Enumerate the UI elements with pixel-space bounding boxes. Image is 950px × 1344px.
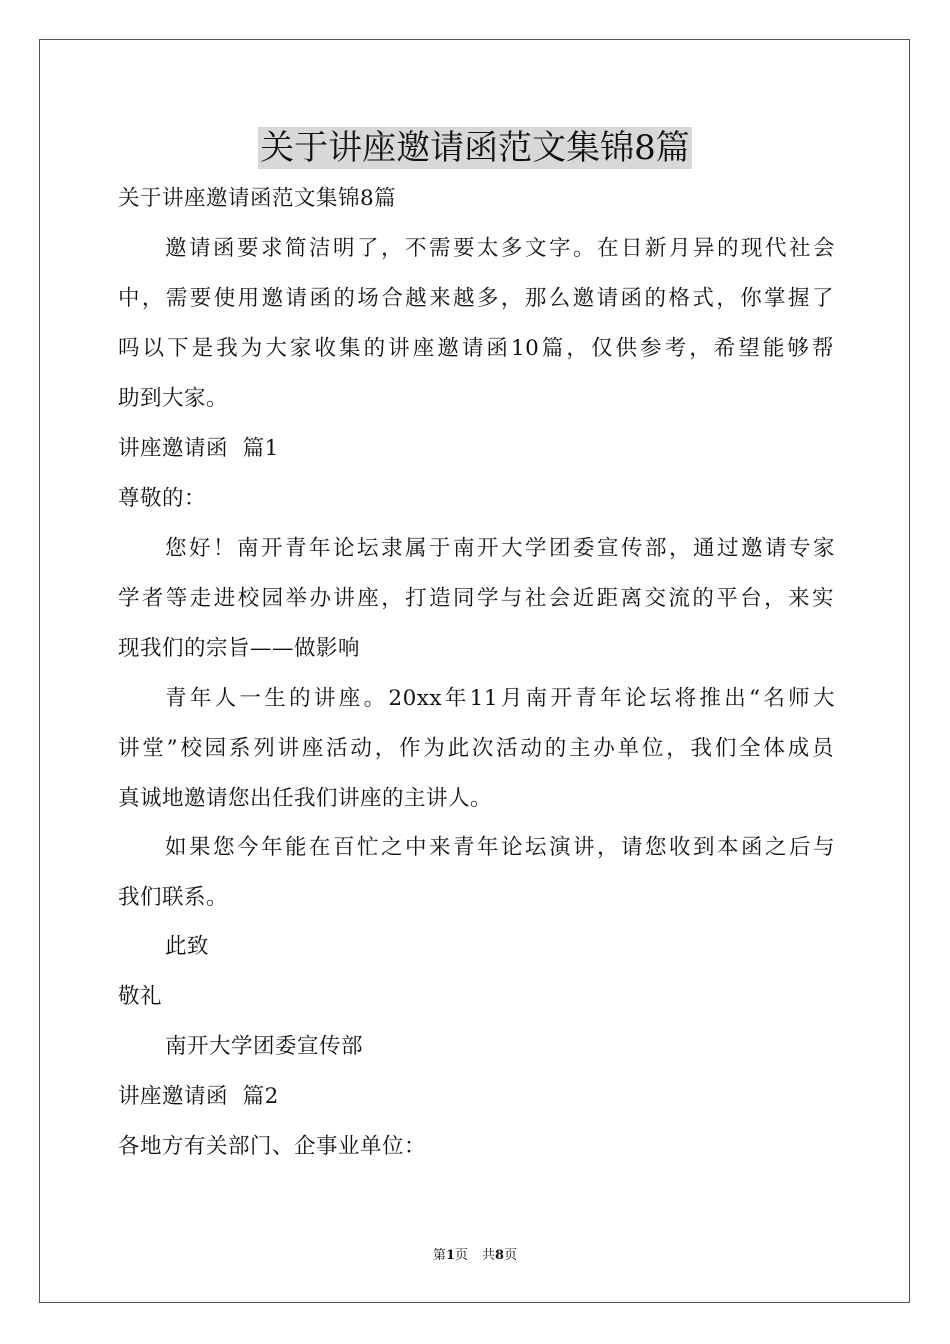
footer-page-suffix: 页 — [454, 1248, 468, 1263]
document-title: 关于讲座邀请函范文集锦8篇 — [260, 128, 690, 168]
intro-line-3: 吗以下是我为大家收集的讲座邀请函10篇，仅供参考，希望能够帮 — [118, 336, 834, 361]
footer-total-prefix: 共 — [482, 1248, 496, 1263]
para3-line-1: 如果您今年能在百忙之中来青年论坛演讲，请您收到本函之后与 — [165, 835, 835, 860]
signature: 南开大学团委宣传部 — [165, 1034, 364, 1059]
para1-line-2: 学者等走进校园举办讲座，打造同学与社会近距离交流的平台，来实 — [118, 586, 834, 611]
footer-page-prefix: 第 — [432, 1248, 446, 1263]
section-2-heading: 讲座邀请函 篇2 — [118, 1084, 279, 1109]
section-2-greeting: 各地方有关部门、企事业单位： — [118, 1134, 427, 1159]
intro-line-4: 助到大家。 — [118, 386, 229, 411]
para2-line-1: 青年人一生的讲座。20xx年11月南开青年论坛将推出“名师大 — [165, 686, 835, 711]
page-border — [39, 39, 910, 1303]
footer-total-suffix: 页 — [504, 1248, 518, 1263]
para1-line-1: 您好！南开青年论坛隶属于南开大学团委宣传部，通过邀请专家 — [165, 536, 835, 561]
greeting: 尊敬的： — [118, 486, 207, 511]
para2-line-3: 真诚地邀请您出任我们讲座的主讲人。 — [118, 786, 493, 811]
page-footer — [0, 1247, 950, 1265]
intro-line-1: 邀请函要求简洁明了，不需要太多文字。在日新月异的现代社会 — [165, 236, 835, 261]
closing-cizhi: 此致 — [165, 934, 210, 959]
footer-page-current: 1 — [445, 1248, 455, 1263]
para3-line-2: 我们联系。 — [118, 885, 229, 910]
para1-line-3: 现我们的宗旨——做影响 — [118, 636, 361, 661]
document-subtitle: 关于讲座邀请函范文集锦8篇 — [118, 186, 397, 211]
footer-page-total: 8 — [495, 1248, 505, 1263]
section-1-heading: 讲座邀请函 篇1 — [118, 436, 279, 461]
closing-jingli: 敬礼 — [118, 984, 163, 1009]
title-container — [0, 127, 950, 169]
para2-line-2: 讲堂”校园系列讲座活动，作为此次活动的主办单位，我们全体成员 — [118, 736, 834, 761]
intro-line-2: 中，需要使用邀请函的场合越来越多，那么邀请函的格式，你掌握了 — [118, 286, 834, 311]
